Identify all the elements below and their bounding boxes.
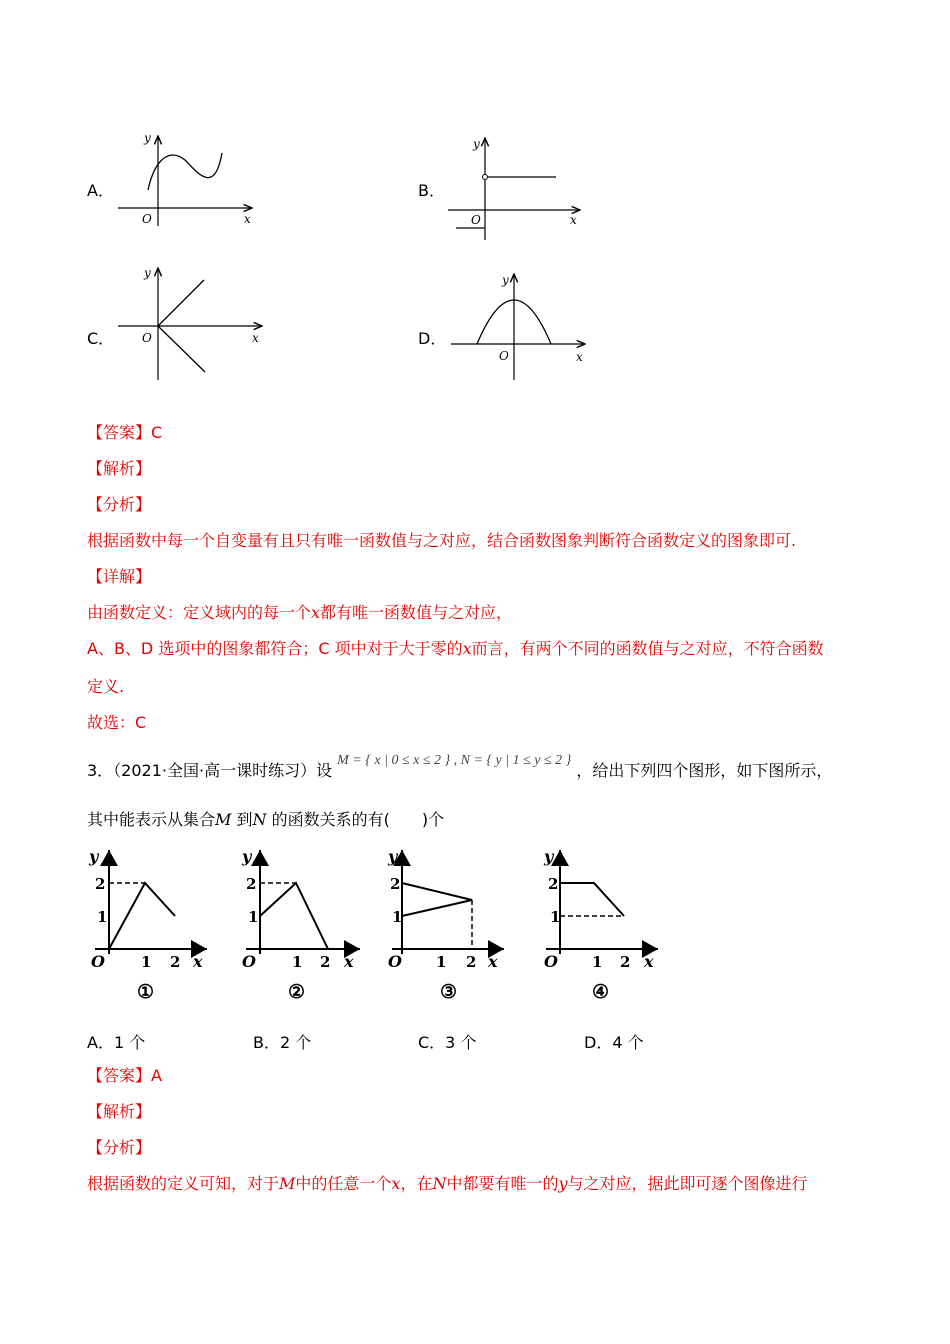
- graph-c: [110, 262, 270, 382]
- y-label: y: [89, 847, 99, 866]
- x-label: x: [344, 952, 354, 971]
- x-label: x: [244, 212, 251, 226]
- x-label: x: [576, 350, 583, 364]
- origin-label: O: [544, 952, 558, 971]
- q3-fenxi-text: 根据函数的定义可知，对于M中的任意一个x，在N中都要有唯一的y与之对应，据此即可逐个图像进行: [87, 1174, 808, 1193]
- set-expression: M = { x | 0 ≤ x ≤ 2 } , N = { y | 1 ≤ y ≤ 2 }: [337, 753, 572, 768]
- tick-y1: 1: [392, 908, 403, 926]
- y-label: y: [242, 847, 252, 866]
- option-a-label: A．: [87, 181, 114, 200]
- option-d-label: D．: [418, 329, 447, 348]
- q2-final: 故选：C: [87, 713, 147, 732]
- y-label: y: [388, 847, 398, 866]
- q2-fenxi-text: 根据函数中每一个自变量有且只有唯一函数值与之对应，结合函数图象判断符合函数定义的图象即可.: [87, 531, 797, 550]
- q3-option-c[interactable]: C．3 个: [418, 1033, 477, 1052]
- graph-line: [560, 883, 624, 916]
- q3-option-d[interactable]: D．4 个: [584, 1033, 644, 1052]
- origin-label: O: [242, 952, 256, 971]
- open-point: [483, 175, 488, 180]
- origin-label: O: [388, 952, 402, 971]
- fig-label: ②: [288, 981, 306, 1003]
- option-c-label: C．: [87, 329, 115, 348]
- curve-a: [148, 153, 222, 190]
- origin-label: O: [91, 952, 105, 971]
- figure-1: [85, 842, 215, 1007]
- y-label: y: [144, 266, 151, 280]
- tick-y1: 1: [248, 908, 259, 926]
- x-label: x: [488, 952, 498, 971]
- tick-y2: 2: [548, 875, 559, 893]
- tick-x2: 2: [466, 953, 477, 971]
- tick-x1: 1: [436, 953, 447, 971]
- tick-y1: 1: [97, 908, 108, 926]
- lower-ray: [158, 326, 205, 372]
- q2-jiexi: 【解析】: [87, 459, 152, 478]
- fig-label: ③: [440, 981, 458, 1003]
- graph-line: [402, 883, 472, 916]
- q2-answer: 【答案】C: [87, 423, 163, 442]
- q2-detail-1: 由函数定义：定义域内的每一个x都有唯一函数值与之对应，: [87, 603, 513, 622]
- tick-x1: 1: [292, 953, 303, 971]
- tick-x1: 1: [141, 953, 152, 971]
- option-b-label: B．: [418, 181, 445, 200]
- q2-detail-3: 定义.: [87, 677, 125, 696]
- q3-jiexi: 【解析】: [87, 1102, 152, 1121]
- figure-3: [386, 842, 516, 1007]
- q3-answer: 【答案】A: [87, 1066, 162, 1085]
- x-label: x: [570, 213, 577, 227]
- q3-option-b[interactable]: B．2 个: [253, 1033, 312, 1052]
- q3-stem-line1: 3．（2021·全国·高一课时练习）设 M = { x | 0 ≤ x ≤ 2 } , N = { y | 1 ≤ y ≤ 2 } ，给出下列四个图形，如下图所示，: [87, 753, 833, 780]
- fig-label: ①: [137, 981, 155, 1003]
- origin-label: O: [499, 349, 509, 363]
- graph-d: [445, 268, 595, 383]
- figure-2: [240, 842, 370, 1007]
- tick-x1: 1: [592, 953, 603, 971]
- tick-x2: 2: [170, 953, 181, 971]
- y-label: y: [473, 137, 480, 151]
- graph-a: [110, 128, 260, 228]
- graph-line: [109, 883, 175, 949]
- tick-y2: 2: [246, 875, 257, 893]
- y-label: y: [544, 847, 554, 866]
- q3-option-a[interactable]: A．1 个: [87, 1033, 146, 1052]
- y-label: y: [144, 131, 151, 145]
- tick-y2: 2: [95, 875, 106, 893]
- tick-x2: 2: [620, 953, 631, 971]
- q2-fenxi: 【分析】: [87, 495, 152, 514]
- graph-line: [260, 883, 328, 949]
- q2-detail-2: A、B、D 选项中的图象都符合；C 项中对于大于零的x而言，有两个不同的函数值与之对应，不符合函数: [87, 639, 824, 658]
- origin-label: O: [471, 213, 481, 227]
- origin-label: O: [142, 212, 152, 226]
- figure-4: [540, 842, 670, 1007]
- q3-fenxi: 【分析】: [87, 1138, 152, 1157]
- tick-y2: 2: [390, 875, 401, 893]
- q3-stem-line2: 其中能表示从集合M 到N 的函数关系的有( )个: [87, 810, 445, 829]
- tick-x2: 2: [320, 953, 331, 971]
- x-label: x: [193, 952, 203, 971]
- y-label: y: [502, 273, 509, 287]
- fig-label: ④: [592, 981, 610, 1003]
- upper-ray: [158, 280, 204, 326]
- origin-label: O: [142, 331, 152, 345]
- q2-xiangjie: 【详解】: [87, 567, 152, 586]
- x-label: x: [252, 331, 259, 345]
- graph-b: [440, 132, 590, 242]
- x-label: x: [644, 952, 654, 971]
- tick-y1: 1: [550, 908, 561, 926]
